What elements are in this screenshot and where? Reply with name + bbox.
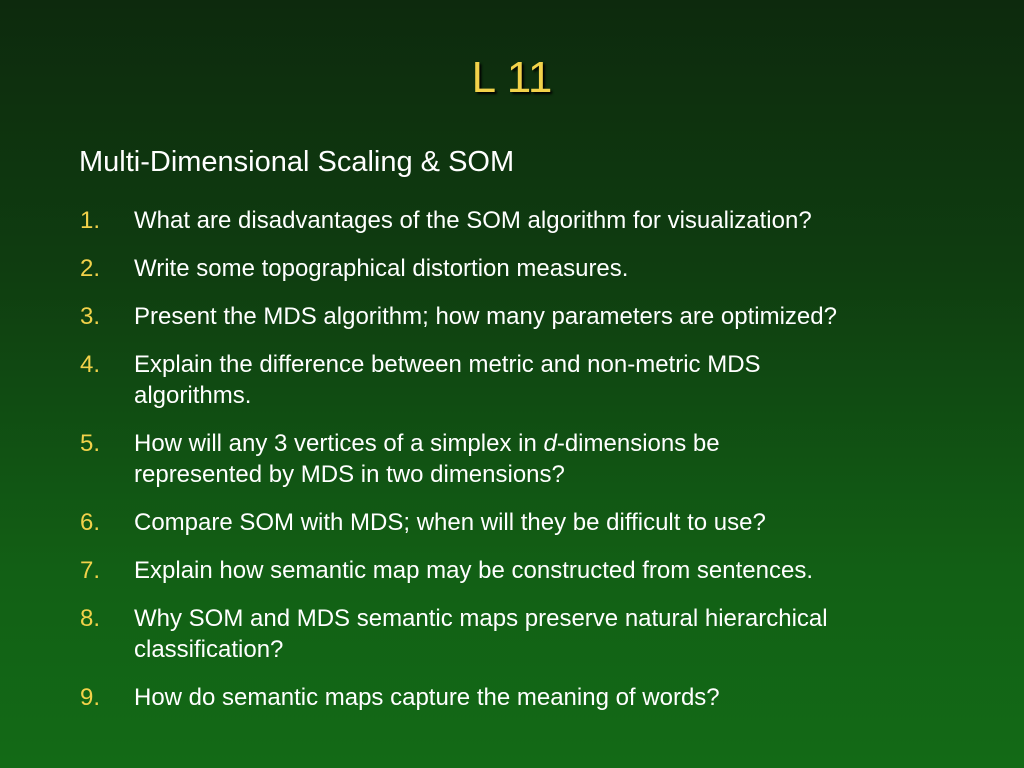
item-number: 8.: [80, 605, 101, 632]
item-text: Write some topographical distortion measures.: [134, 255, 629, 282]
item-text-before: How will any 3 vertices of a simplex in: [134, 430, 544, 457]
item-text: [134, 349, 761, 411]
item-text-line2: classification?: [134, 636, 284, 663]
list-item: [80, 603, 980, 665]
list-item: [80, 555, 980, 586]
item-text: How do semantic maps capture the meaning of words?: [134, 684, 720, 711]
list-item: [80, 349, 980, 411]
list-item: [80, 507, 980, 538]
question-list: [80, 205, 980, 730]
item-text: Present the MDS algorithm; how many parameters are optimized?: [134, 303, 837, 330]
item-text-italic: d: [543, 430, 557, 457]
item-text-line2: algorithms.: [134, 382, 252, 409]
item-number: 7.: [80, 557, 101, 584]
item-number: 1.: [80, 207, 101, 234]
item-number: 4.: [80, 351, 101, 378]
item-number: 6.: [80, 509, 101, 536]
item-text-line2: represented by MDS in two dimensions?: [134, 461, 565, 488]
list-item: [80, 301, 980, 332]
item-text: [134, 428, 720, 490]
slide-subtitle: Multi-Dimensional Scaling & SOM: [79, 146, 515, 178]
list-item: [80, 205, 980, 236]
list-item: [80, 253, 980, 284]
item-text: [134, 603, 828, 665]
item-number: 3.: [80, 303, 101, 330]
item-text-line1: Explain the difference between metric and non-metric MDS: [134, 351, 761, 378]
list-item: [80, 682, 980, 713]
item-number: 5.: [80, 430, 101, 457]
item-number: 9.: [80, 684, 101, 711]
item-text: Compare SOM with MDS; when will they be difficult to use?: [134, 509, 766, 536]
item-text: Explain how semantic map may be constructed from sentences.: [134, 557, 813, 584]
item-number: 2.: [80, 255, 101, 282]
list-item: [80, 428, 980, 490]
slide-title: L 11: [471, 53, 553, 102]
item-text: What are disadvantages of the SOM algorithm for visualization?: [134, 207, 812, 234]
item-text-line1: Why SOM and MDS semantic maps preserve natural hierarchical: [134, 605, 828, 632]
item-text-after: -dimensions be: [556, 430, 720, 457]
